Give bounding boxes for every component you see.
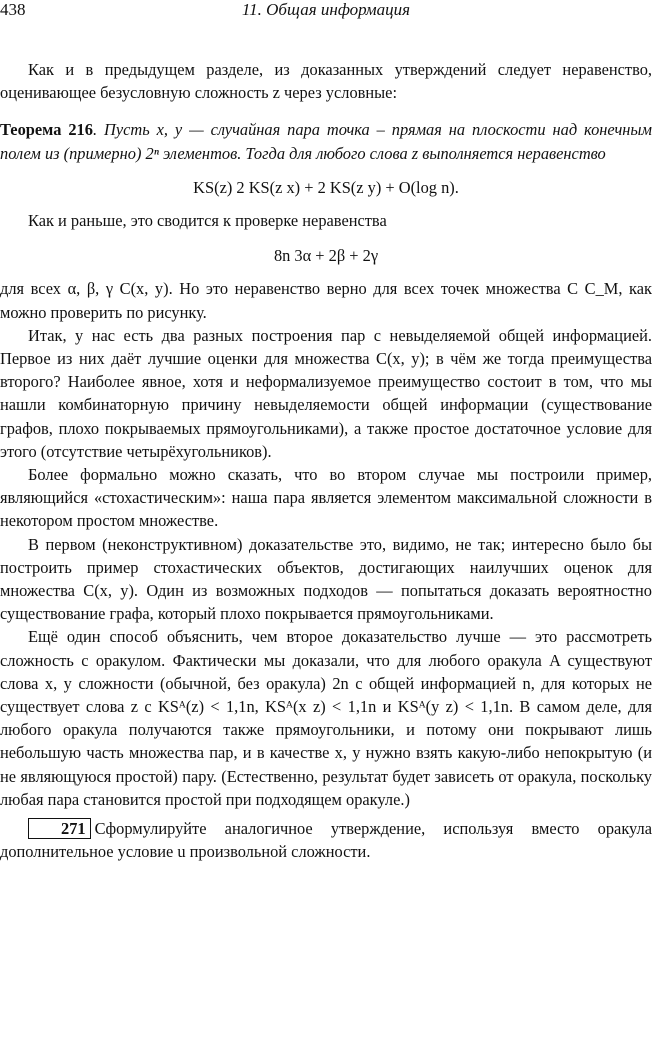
paragraph-all-points: для всех α, β, γ C(x, y). Но это неравенство верно для всех точек множества C C_M, как можно проверить по рисунку. <box>0 279 652 322</box>
paragraph-reduction: Как и раньше, это сводится к проверке неравенства <box>28 211 387 231</box>
theorem-label: Теорема <box>0 120 62 140</box>
exercise-271 <box>0 817 652 863</box>
paragraph-nonconstructive: В первом (неконструктивном) доказательстве это, видимо, не так; интересно было бы построить пример стохастических объектов, достигающих наилучших оценок для множества C(x, y). Один из возможных подходов — попытаться доказать вероятностно существование графа, который плохо покрывается прямоугольниками. <box>0 534 652 624</box>
formula-inequality-ks: KS(z) 2 KS(z x) + 2 KS(z y) + O(log n). <box>193 177 459 197</box>
page-body <box>0 58 652 864</box>
paragraph-two-constructions: Итак, у нас есть два разных построения пар с невыделяемой общей информацией. Первое из них даёт лучшие оценки для множества C(x, y); в чём же тогда преимущества второго? Наиболее явное, хотя и неформализуемое преимущество состоит в том, что мы нашли комбинаторную причину невыделяемости общей информации (существование графов, плохо покрываемых прямоугольниками), а также простое достаточное условие для этого (отсутствие четырёхугольников). <box>0 325 652 461</box>
theorem-216 <box>0 118 652 164</box>
theorem-statement: . Пусть x, y — случайная пара точка – прямая на плоскости над конечным полем из (примерно) 2ⁿ элементов. Тогда для любого слова z выполняется неравенство <box>0 120 652 163</box>
paragraph-oracle: Ещё один способ объяснить, чем второе доказательство лучше — это рассмотреть сложность с оракулом. Фактически мы доказали, что для любого оракула A существуют слова x, y сложности (обычной, без оракула) 2n с общей информацией n, для которых не существует слова z с KSᴬ(z) < 1,1n, KSᴬ(x z) < 1,1n и KSᴬ(y z) < 1,1n. В самом деле, для любого оракула получаются также прямоугольники, и потому они покрывают лишь небольшую часть множества пар, и в качестве x, y нужно взять какую-либо непокрытую (и не являющуюся простой) пару. (Естественно, результат будет зависеть от оракула, поскольку любая пара становится простой при подходящем оракуле.) <box>0 627 652 809</box>
exercise-number-box: 271 <box>28 818 91 839</box>
formula-inequality-alpha: 8n 3α + 2β + 2γ <box>273 246 379 266</box>
running-title: 11. Общая информация <box>241 0 411 19</box>
paragraph-stochastic: Более формально можно сказать, что во втором случае мы построили пример, являющийся «стохастическим»: наша пара является элементом максимальной сложности в некотором простом множестве. <box>0 465 652 531</box>
paragraph-intro: Как и в предыдущем разделе, из доказанных утверждений следует неравенство, оценивающее безусловную сложность z через условные: <box>0 60 652 103</box>
theorem-number: 216 <box>68 120 93 140</box>
page-number: 438 <box>0 0 26 19</box>
exercise-text: Сформулируйте аналогичное утверждение, используя вместо оракула дополнительное условие u произвольной сложности. <box>0 819 652 862</box>
page-header <box>0 0 652 24</box>
